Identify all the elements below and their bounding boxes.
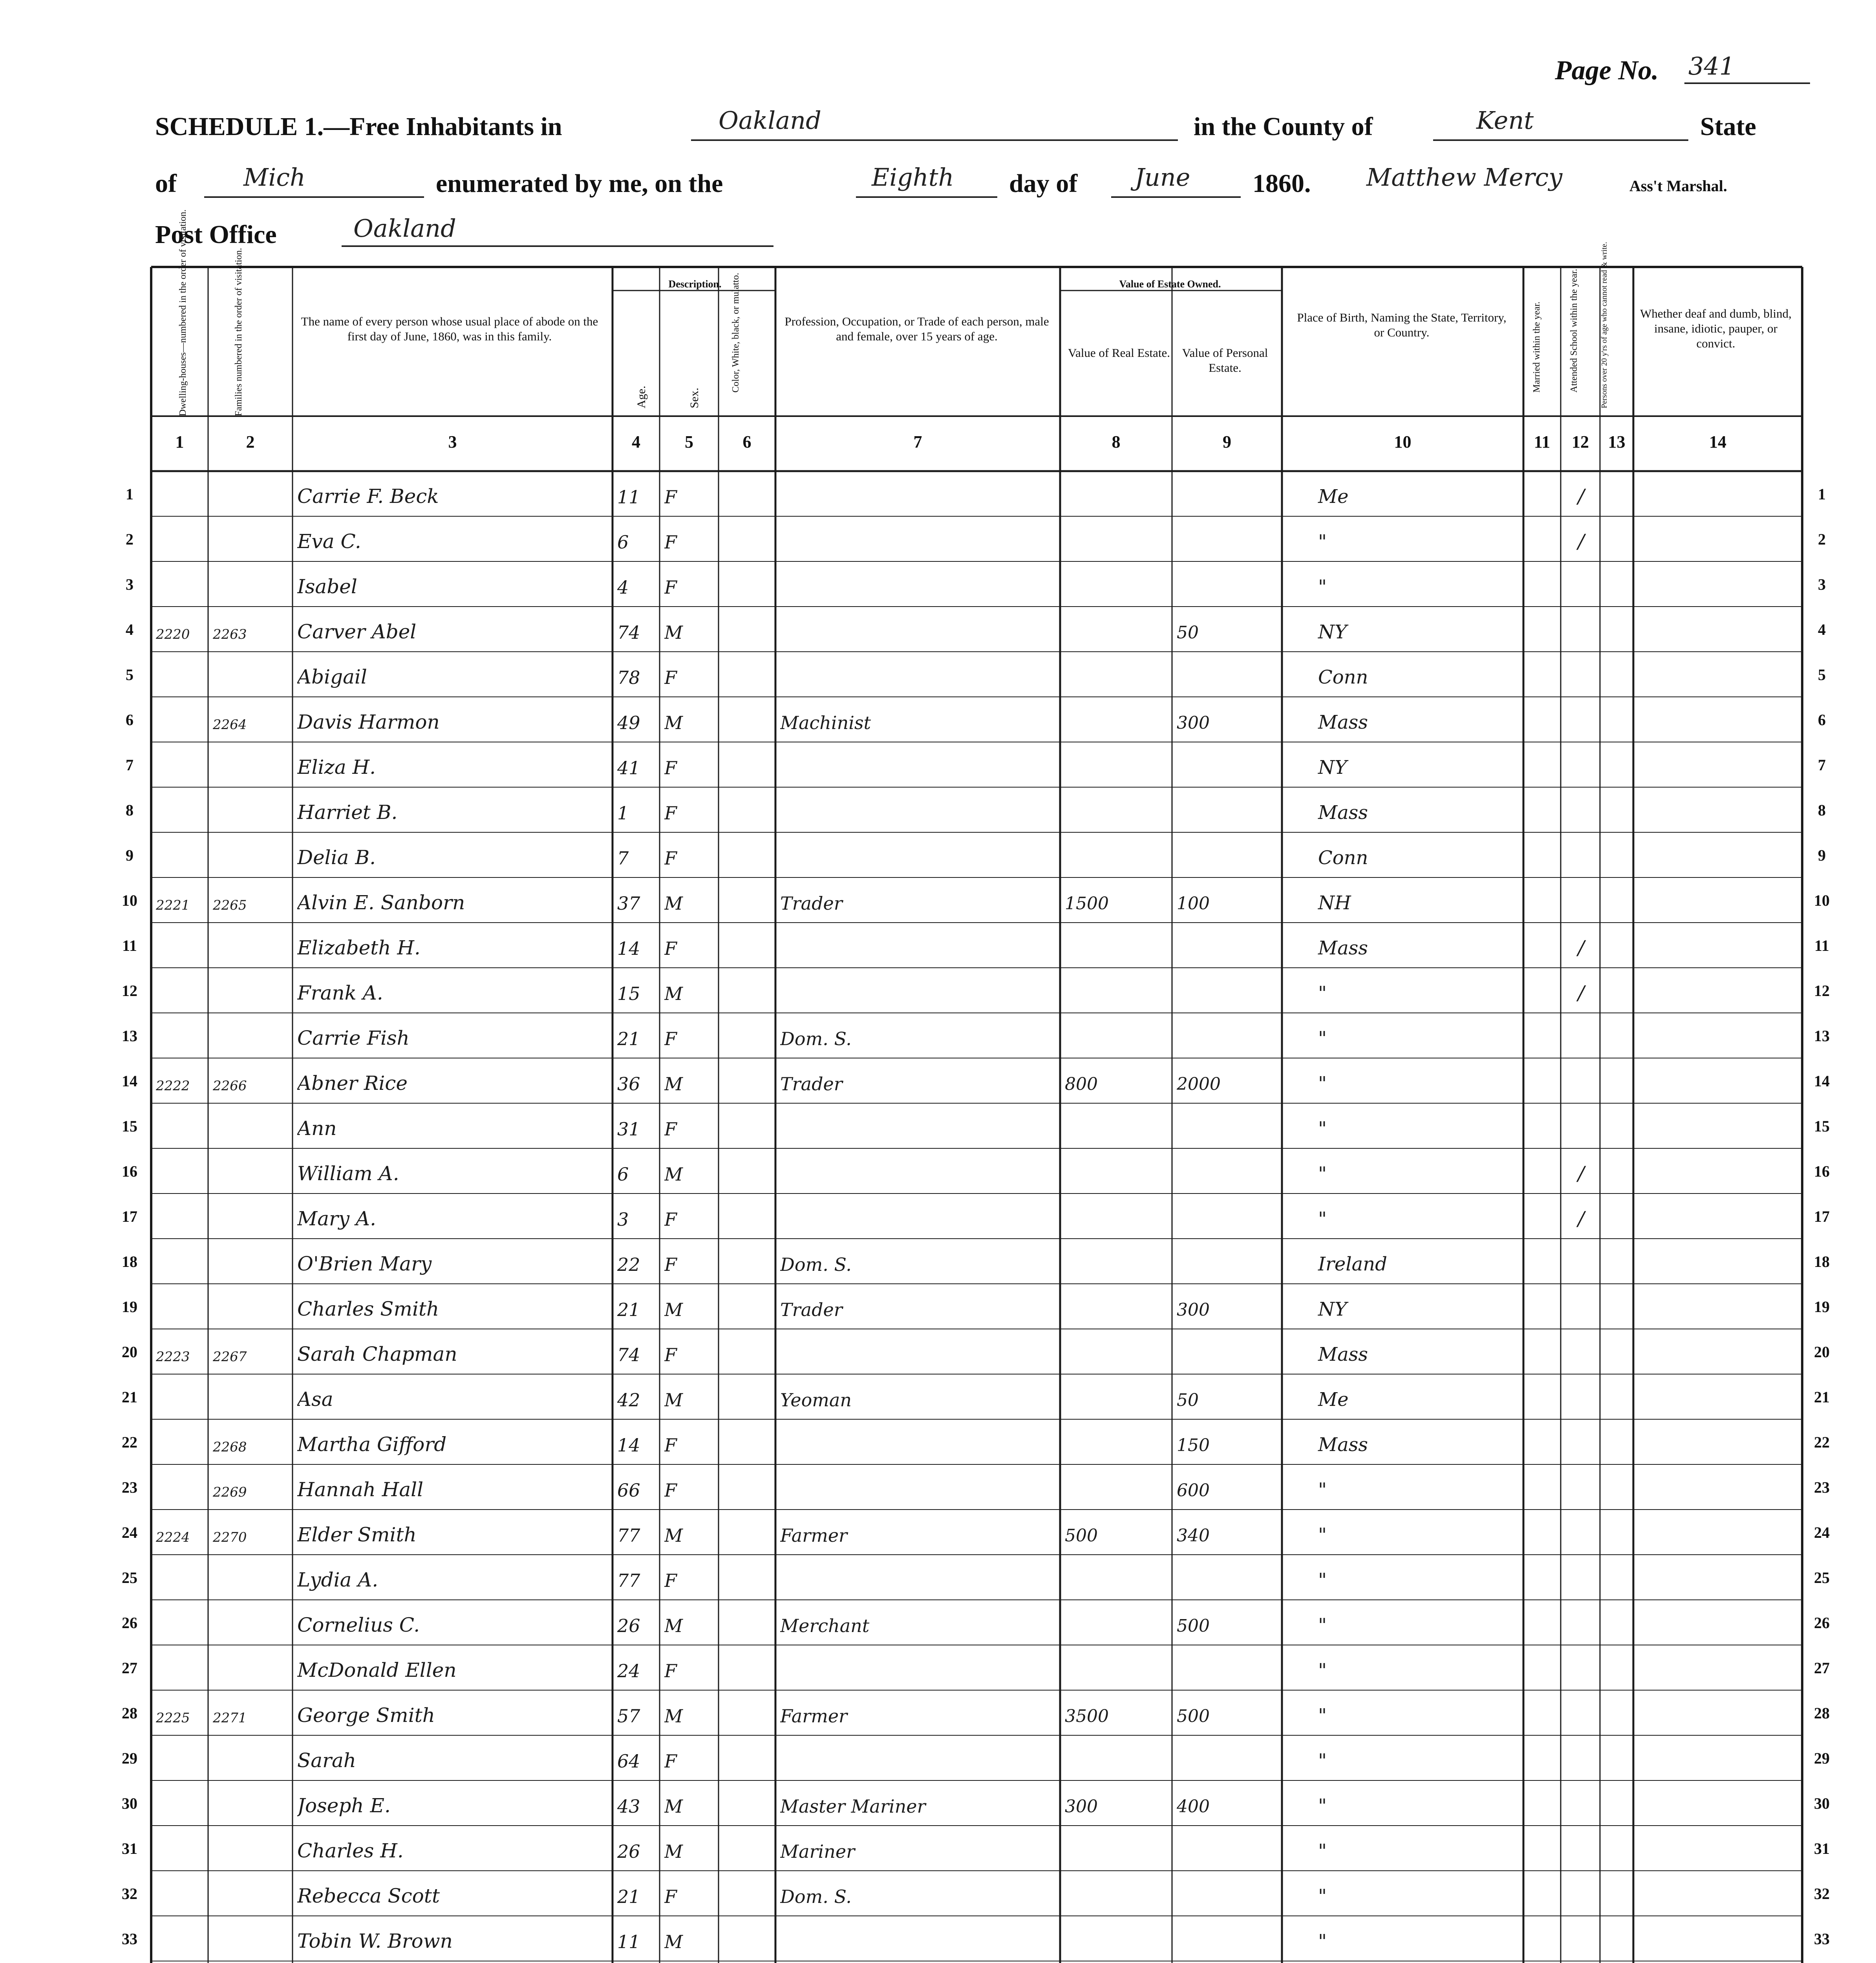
column-number: 4 (632, 432, 640, 451)
marshal-name: Matthew Mercy (1366, 163, 1563, 192)
birth-place: " (1318, 1614, 1327, 1636)
column-number: 7 (913, 432, 922, 451)
line-number-left: 26 (122, 1614, 137, 1632)
person-name: Elder Smith (297, 1523, 417, 1546)
person-name: Harriet B. (297, 801, 398, 824)
line-number-right: 12 (1814, 982, 1830, 1000)
person-sex: F (664, 1435, 677, 1456)
person-sex: M (664, 1164, 683, 1185)
family-number: 2267 (213, 1349, 247, 1365)
person-sex: F (664, 848, 677, 869)
attended-school-mark: / (1578, 485, 1585, 508)
person-name: Carrie Fish (297, 1027, 410, 1049)
person-sex: M (664, 1299, 683, 1320)
personal-estate-value: 340 (1177, 1526, 1210, 1546)
col11-header: Married within the year. (1532, 302, 1542, 393)
person-age: 43 (617, 1796, 640, 1817)
line-number-left: 8 (126, 801, 133, 819)
line-number-right: 15 (1814, 1117, 1830, 1135)
person-occupation: Machinist (780, 712, 871, 733)
person-age: 22 (617, 1254, 640, 1275)
line-number-right: 31 (1814, 1840, 1830, 1857)
personal-estate-value: 500 (1177, 1706, 1210, 1726)
real-estate-value: 300 (1065, 1797, 1098, 1817)
dwelling-number: 2223 (156, 1349, 190, 1365)
estate-header: Value of Estate Owned. (1119, 278, 1221, 290)
line-number-left: 9 (126, 846, 133, 864)
person-sex: M (664, 1796, 683, 1817)
birth-place: Me (1318, 1389, 1349, 1411)
line-number-right: 1 (1818, 485, 1826, 503)
person-occupation: Trader (780, 1073, 843, 1095)
col6-header: Color, White, black, or mulatto. (731, 272, 741, 393)
line-number-right: 16 (1814, 1162, 1830, 1180)
person-sex: F (664, 1254, 677, 1275)
family-number: 2264 (213, 717, 247, 733)
person-sex: F (664, 577, 677, 598)
line-number-right: 28 (1814, 1704, 1830, 1722)
birth-place: NY (1318, 621, 1347, 643)
birth-place: Mass (1318, 937, 1368, 959)
column-number: 11 (1534, 432, 1551, 451)
birth-place: Conn (1318, 666, 1368, 688)
person-age: 77 (617, 1525, 640, 1546)
person-sex: M (664, 1931, 683, 1952)
year-label: 1860. (1252, 169, 1311, 198)
page-number: 341 (1688, 52, 1735, 80)
birth-place: Me (1318, 486, 1349, 508)
col13-header: Persons over 20 y'rs of age who cannot read & write. (1600, 241, 1609, 408)
town-value: Oakland (719, 106, 821, 135)
line-number-right: 21 (1814, 1388, 1830, 1406)
person-age: 11 (617, 1931, 640, 1952)
person-sex: M (664, 983, 683, 1004)
personal-estate-value: 300 (1177, 713, 1210, 733)
person-age: 78 (617, 667, 640, 688)
column-number: 2 (246, 432, 255, 451)
family-number: 2271 (213, 1710, 247, 1726)
person-occupation: Trader (780, 893, 843, 914)
person-sex: F (664, 1344, 677, 1365)
person-age: 74 (617, 1344, 640, 1365)
person-age: 21 (617, 1299, 640, 1320)
col5-header: Sex. (688, 387, 701, 408)
real-estate-value: 1500 (1065, 894, 1109, 914)
column-number: 13 (1608, 432, 1626, 451)
person-name: Carrie F. Beck (297, 485, 439, 508)
dwelling-number: 2221 (156, 897, 190, 913)
person-age: 21 (617, 1886, 640, 1907)
person-age: 6 (617, 532, 629, 553)
person-name: Joseph E. (297, 1794, 391, 1817)
family-number: 2268 (213, 1439, 247, 1455)
line-number-right: 9 (1818, 846, 1826, 864)
post-office-label: Post Office (155, 220, 277, 249)
line-number-right: 23 (1814, 1479, 1830, 1496)
person-name: McDonald Ellen (297, 1659, 457, 1682)
birth-place: " (1318, 1930, 1327, 1952)
line-number-left: 10 (122, 892, 137, 909)
person-age: 66 (617, 1480, 640, 1501)
line-number-left: 31 (122, 1840, 137, 1857)
person-age: 6 (617, 1164, 629, 1185)
birth-place: " (1318, 1163, 1327, 1185)
personal-estate-value: 300 (1177, 1300, 1210, 1320)
line-number-right: 27 (1814, 1659, 1830, 1677)
line-number-left: 13 (122, 1027, 137, 1045)
attended-school-mark: / (1578, 1162, 1585, 1185)
person-age: 1 (617, 802, 629, 824)
person-sex: F (664, 667, 677, 688)
line-number-right: 18 (1814, 1253, 1830, 1270)
line-number-left: 18 (122, 1253, 137, 1270)
birth-place: Ireland (1318, 1253, 1387, 1275)
birth-place: " (1318, 531, 1327, 553)
person-age: 14 (617, 938, 640, 959)
line-number-left: 23 (122, 1479, 137, 1496)
line-number-right: 17 (1814, 1208, 1830, 1225)
enumerated-label: enumerated by me, on the (436, 169, 723, 198)
line-number-right: 14 (1814, 1072, 1830, 1090)
person-sex: F (664, 532, 677, 553)
dwelling-number: 2220 (156, 627, 190, 642)
person-sex: M (664, 712, 683, 733)
line-number-left: 21 (122, 1388, 137, 1406)
of-word: of (155, 169, 177, 198)
person-sex: F (664, 938, 677, 959)
person-name: Alvin E. Sanborn (297, 891, 465, 914)
person-name: Asa (297, 1388, 333, 1411)
person-sex: M (664, 893, 683, 914)
person-age: 7 (617, 848, 629, 869)
line-number-right: 11 (1814, 937, 1829, 954)
family-number: 2270 (213, 1530, 247, 1545)
birth-place: NY (1318, 757, 1347, 779)
person-name: Ann (297, 1117, 337, 1140)
person-name: Abigail (297, 665, 367, 688)
schedule-title: SCHEDULE 1.—Free Inhabitants in (155, 112, 562, 141)
person-sex: F (664, 1660, 677, 1682)
person-occupation: Dom. S. (780, 1254, 852, 1275)
person-name: Carver Abel (297, 620, 417, 643)
person-sex: F (664, 1119, 677, 1140)
person-name: Charles Smith (297, 1298, 439, 1320)
line-number-left: 2 (126, 530, 133, 548)
person-occupation: Mariner (780, 1841, 855, 1862)
person-sex: M (664, 1705, 683, 1727)
birth-place: NH (1318, 892, 1351, 914)
person-age: 36 (617, 1073, 640, 1095)
birth-place: Conn (1318, 847, 1368, 869)
person-age: 37 (617, 893, 640, 914)
line-number-right: 30 (1814, 1795, 1830, 1812)
person-sex: F (664, 757, 677, 779)
family-number: 2266 (213, 1078, 247, 1094)
person-age: 41 (617, 757, 640, 779)
person-name: William A. (297, 1162, 399, 1185)
person-age: 42 (617, 1389, 640, 1411)
person-sex: M (664, 1615, 683, 1636)
person-sex: F (664, 1480, 677, 1501)
birth-place: " (1318, 1840, 1327, 1862)
person-occupation: Dom. S. (780, 1886, 852, 1907)
person-sex: F (664, 1886, 677, 1907)
person-name: Sarah (297, 1749, 356, 1772)
line-number-right: 4 (1818, 621, 1826, 638)
birth-place: " (1318, 1524, 1327, 1546)
line-number-left: 1 (126, 485, 133, 503)
line-number-left: 16 (122, 1162, 137, 1180)
person-name: Rebecca Scott (297, 1884, 440, 1907)
person-age: 31 (617, 1119, 640, 1140)
line-number-right: 7 (1818, 756, 1826, 774)
attended-school-mark: / (1578, 982, 1585, 1004)
person-name: Tobin W. Brown (297, 1930, 453, 1952)
person-name: Eva C. (297, 530, 361, 553)
real-estate-value: 3500 (1065, 1706, 1109, 1726)
line-number-right: 24 (1814, 1524, 1830, 1541)
column-number: 10 (1394, 432, 1412, 451)
column-number: 12 (1572, 432, 1589, 451)
person-sex: M (664, 1841, 683, 1862)
line-number-left: 33 (122, 1930, 137, 1948)
column-number: 1 (175, 432, 184, 451)
person-age: 24 (617, 1660, 640, 1682)
line-number-left: 29 (122, 1749, 137, 1767)
person-occupation: Master Mariner (780, 1796, 926, 1817)
personal-estate-value: 50 (1177, 1390, 1199, 1410)
birth-place: " (1318, 1795, 1327, 1817)
real-estate-value: 500 (1065, 1526, 1098, 1546)
personal-estate-value: 100 (1177, 894, 1210, 914)
line-number-left: 32 (122, 1885, 137, 1903)
col2-header: Families numbered in the order of visitation. (234, 248, 244, 416)
dwelling-number: 2225 (156, 1710, 190, 1726)
person-name: Davis Harmon (297, 711, 440, 733)
line-number-left: 30 (122, 1795, 137, 1812)
person-age: 14 (617, 1435, 640, 1456)
col12-header: Attended School within the year. (1569, 269, 1579, 393)
person-name: Eliza H. (297, 756, 376, 779)
county-label: in the County of (1194, 112, 1373, 141)
col8-header: Value of Real Estate. (1068, 346, 1170, 360)
real-estate-value: 800 (1065, 1074, 1098, 1094)
person-age: 57 (617, 1705, 640, 1727)
line-number-left: 24 (122, 1524, 137, 1541)
line-number-left: 12 (122, 982, 137, 1000)
line-number-right: 3 (1818, 576, 1826, 593)
person-name: Charles H. (297, 1839, 404, 1862)
person-name: George Smith (297, 1704, 435, 1727)
line-number-right: 19 (1814, 1298, 1830, 1316)
line-number-left: 4 (126, 621, 133, 638)
family-number: 2265 (213, 897, 247, 913)
person-sex: M (664, 622, 683, 643)
birth-place: " (1318, 576, 1327, 598)
person-sex: M (664, 1525, 683, 1546)
line-number-right: 22 (1814, 1433, 1830, 1451)
person-occupation: Merchant (780, 1615, 870, 1636)
person-age: 64 (617, 1751, 640, 1772)
person-name: Isabel (297, 575, 357, 598)
line-number-left: 17 (122, 1208, 137, 1225)
birth-place: Mass (1318, 802, 1368, 824)
person-name: Mary A. (297, 1207, 377, 1230)
person-name: Martha Gifford (297, 1433, 447, 1456)
line-number-right: 13 (1814, 1027, 1830, 1045)
line-number-left: 20 (122, 1343, 137, 1361)
day-of-label: day of (1009, 169, 1078, 198)
person-age: 26 (617, 1615, 640, 1636)
line-number-right: 10 (1814, 892, 1830, 909)
birth-place: Mass (1318, 711, 1368, 733)
column-number: 3 (448, 432, 457, 451)
attended-school-mark: / (1578, 936, 1585, 959)
line-number-left: 25 (122, 1569, 137, 1586)
person-sex: F (664, 1209, 677, 1230)
person-occupation: Farmer (780, 1525, 848, 1546)
line-number-right: 29 (1814, 1749, 1830, 1767)
birth-place: " (1318, 982, 1327, 1004)
line-number-left: 27 (122, 1659, 137, 1677)
line-number-right: 26 (1814, 1614, 1830, 1632)
col1-header: Dwelling-houses—numbered in the order of visitation. (178, 209, 188, 416)
dwelling-number: 2222 (156, 1078, 190, 1094)
person-occupation: Farmer (780, 1705, 848, 1727)
col3-header: The name of every person whose usual place of abode on the first day of June, 1860, was in this family. (301, 314, 598, 343)
column-number: 14 (1709, 432, 1726, 451)
person-age: 4 (617, 577, 629, 598)
family-number: 2269 (213, 1484, 247, 1500)
birth-place: " (1318, 1705, 1327, 1727)
line-number-right: 6 (1818, 711, 1826, 729)
state-value: Mich (243, 163, 305, 192)
col9-header: Value of Personal Estate. (1182, 346, 1268, 375)
person-age: 15 (617, 983, 640, 1004)
person-name: Hannah Hall (297, 1478, 424, 1501)
personal-estate-value: 400 (1177, 1797, 1210, 1817)
birth-place: Mass (1318, 1343, 1368, 1365)
column-number: 8 (1112, 432, 1121, 451)
column-number: 5 (685, 432, 693, 451)
state-word: State (1700, 112, 1756, 141)
person-age: 21 (617, 1028, 640, 1049)
person-occupation: Dom. S. (780, 1028, 852, 1049)
col14-header: Whether deaf and dumb, blind, insane, idiotic, pauper, or convict. (1640, 307, 1792, 350)
line-number-left: 22 (122, 1433, 137, 1451)
personal-estate-value: 600 (1177, 1480, 1210, 1501)
birth-place: " (1318, 1660, 1327, 1682)
person-name: Cornelius C. (297, 1614, 420, 1636)
person-sex: F (664, 486, 677, 508)
county-value: Kent (1476, 106, 1534, 135)
person-age: 26 (617, 1841, 640, 1862)
person-sex: F (664, 802, 677, 824)
attended-school-mark: / (1578, 1207, 1585, 1230)
line-number-right: 33 (1814, 1930, 1830, 1948)
line-number-right: 32 (1814, 1885, 1830, 1903)
line-number-left: 14 (122, 1072, 137, 1090)
month-value: June (1135, 163, 1190, 192)
col10-header: Place of Birth, Naming the State, Territory, or Country. (1297, 311, 1507, 339)
line-number-left: 11 (122, 937, 137, 954)
birth-place: " (1318, 1569, 1327, 1591)
person-age: 74 (617, 622, 640, 643)
personal-estate-value: 2000 (1177, 1074, 1221, 1094)
page-label: Page No. (1555, 55, 1659, 86)
person-name: Elizabeth H. (297, 936, 421, 959)
description-header: Description. (668, 278, 722, 290)
person-name: O'Brien Mary (297, 1252, 432, 1275)
personal-estate-value: 150 (1177, 1435, 1210, 1455)
line-number-right: 5 (1818, 666, 1826, 684)
day-value: Eighth (872, 163, 954, 192)
line-number-left: 15 (122, 1117, 137, 1135)
birth-place: " (1318, 1073, 1327, 1095)
line-number-right: 25 (1814, 1569, 1830, 1586)
line-number-left: 5 (126, 666, 133, 684)
line-number-left: 6 (126, 711, 133, 729)
birth-place: " (1318, 1027, 1327, 1049)
person-name: Lydia A. (297, 1568, 378, 1591)
family-number: 2263 (213, 627, 247, 642)
birth-place: " (1318, 1750, 1327, 1772)
attended-school-mark: / (1578, 530, 1585, 553)
col4-header: Age. (635, 386, 648, 408)
person-name: Abner Rice (297, 1072, 408, 1095)
birth-place: NY (1318, 1298, 1347, 1320)
person-sex: F (664, 1751, 677, 1772)
person-occupation: Trader (780, 1299, 843, 1320)
person-age: 11 (617, 486, 640, 508)
line-number-left: 3 (126, 576, 133, 593)
birth-place: " (1318, 1118, 1327, 1140)
line-number-right: 2 (1818, 530, 1826, 548)
person-occupation: Yeoman (780, 1389, 852, 1411)
person-age: 3 (617, 1209, 629, 1230)
dwelling-number: 2224 (156, 1530, 190, 1545)
person-sex: M (664, 1073, 683, 1095)
birth-place: " (1318, 1885, 1327, 1907)
birth-place: " (1318, 1208, 1327, 1230)
person-sex: F (664, 1028, 677, 1049)
person-age: 49 (617, 712, 640, 733)
person-sex: M (664, 1389, 683, 1411)
column-number: 6 (742, 432, 751, 451)
person-sex: F (664, 1570, 677, 1591)
col7-header: Profession, Occupation, or Trade of each person, male and female, over 15 years of age. (784, 314, 1049, 343)
marshal-label: Ass't Marshal. (1629, 177, 1727, 195)
line-number-left: 7 (126, 756, 133, 774)
person-name: Delia B. (297, 846, 376, 869)
person-name: Sarah Chapman (297, 1343, 457, 1365)
personal-estate-value: 50 (1177, 623, 1199, 643)
line-number-left: 19 (122, 1298, 137, 1316)
column-number: 9 (1223, 432, 1231, 451)
person-name: Frank A. (297, 982, 383, 1004)
post-office-value: Oakland (353, 214, 456, 243)
line-number-left: 28 (122, 1704, 137, 1722)
line-number-right: 8 (1818, 801, 1826, 819)
person-age: 77 (617, 1570, 640, 1591)
personal-estate-value: 500 (1177, 1616, 1210, 1636)
birth-place: Mass (1318, 1434, 1368, 1456)
line-number-right: 20 (1814, 1343, 1830, 1361)
birth-place: " (1318, 1479, 1327, 1501)
